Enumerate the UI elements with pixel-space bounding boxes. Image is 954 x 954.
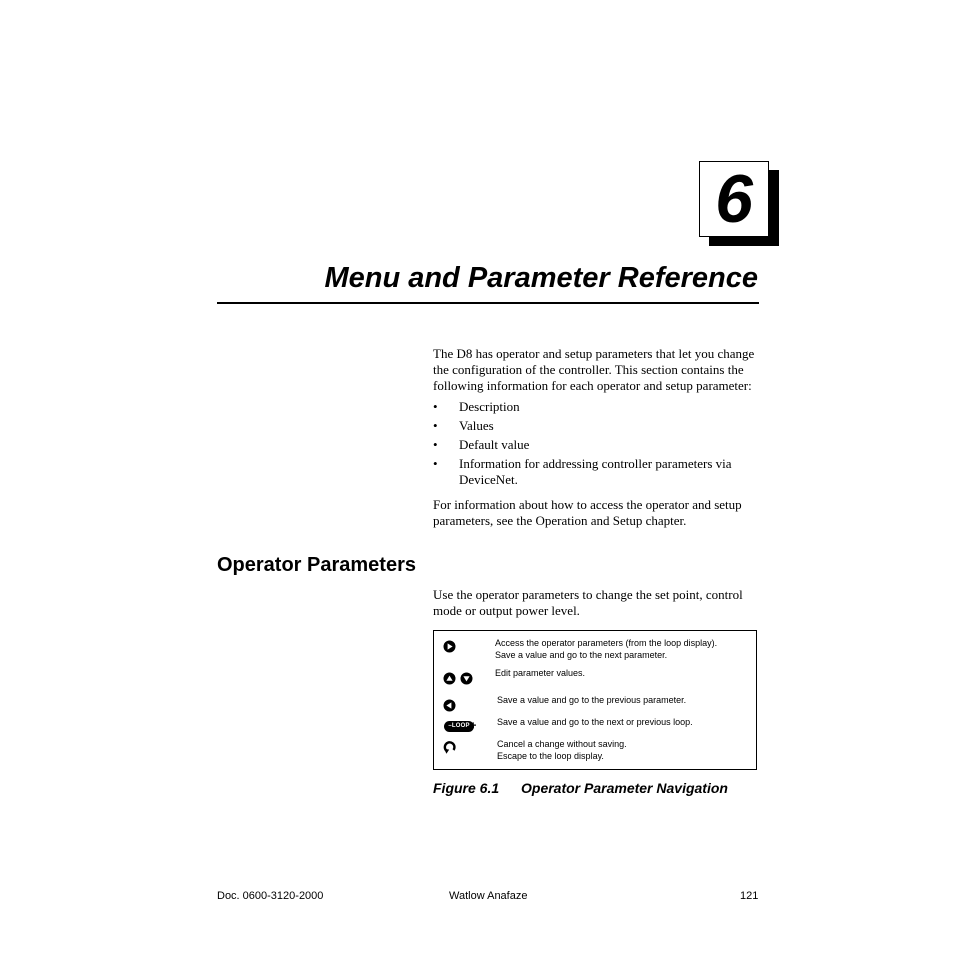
loop-key-icon bbox=[444, 718, 476, 734]
down-arrow-key-icon bbox=[460, 672, 473, 685]
title-rule bbox=[217, 302, 759, 304]
footer-company: Watlow Anafaze bbox=[449, 890, 528, 902]
nav-row-text: Edit parameter values. bbox=[495, 668, 586, 678]
operator-paragraph bbox=[433, 587, 768, 619]
footer-doc-number: Doc. 0600-3120-2000 bbox=[217, 890, 324, 902]
back-key-icon bbox=[443, 741, 456, 755]
bullet-glyph: • bbox=[433, 399, 438, 414]
chapter-number: 6 bbox=[715, 161, 753, 237]
list-item bbox=[433, 437, 763, 453]
list-item bbox=[433, 399, 763, 415]
loop-plus-icon: + bbox=[470, 719, 477, 732]
closing-paragraph bbox=[433, 497, 768, 529]
list-item bbox=[433, 456, 763, 488]
bullet-glyph: • bbox=[433, 437, 438, 452]
bullet-text: Description bbox=[459, 399, 520, 414]
bullet-glyph: • bbox=[433, 418, 438, 433]
nav-row-text: Save a value and go to the next or previous loop. bbox=[497, 717, 693, 727]
figure-title: Operator Parameter Navigation bbox=[521, 780, 728, 796]
intro-text: The D8 has operator and setup parameters that let you change the configuration of the controller. This section contains the following information for each operator and setup parameter: bbox=[433, 346, 755, 393]
figure-label: Figure 6.1 bbox=[433, 780, 500, 796]
bullet-text: Information for addressing controller parameters via DeviceNet. bbox=[459, 456, 732, 487]
loop-key-label: – LOOP bbox=[444, 721, 474, 732]
operator-text: Use the operator parameters to change the set point, control mode or output power level. bbox=[433, 587, 743, 618]
nav-row-text: Save a value and go to the previous parameter. bbox=[497, 695, 687, 705]
left-arrow-key-icon bbox=[443, 699, 456, 712]
closing-text: For information about how to access the operator and setup parameters, see the Operation and Setup chapter. bbox=[433, 497, 742, 528]
up-arrow-key-icon bbox=[443, 672, 456, 685]
list-item bbox=[433, 418, 763, 434]
chapter-title: Menu and Parameter Reference bbox=[324, 262, 758, 294]
navigation-figure-box bbox=[433, 630, 757, 770]
bullet-text: Default value bbox=[459, 437, 530, 452]
info-bullet-list bbox=[433, 399, 763, 491]
nav-row-text: Cancel a change without saving. bbox=[497, 739, 627, 749]
nav-row-text: Access the operator parameters (from the loop display). bbox=[495, 638, 718, 648]
figure-caption bbox=[433, 779, 728, 797]
intro-paragraph bbox=[433, 346, 768, 394]
bullet-glyph: • bbox=[433, 456, 438, 471]
section-heading: Operator Parameters bbox=[217, 554, 416, 576]
chapter-number-box bbox=[699, 161, 769, 237]
bullet-text: Values bbox=[459, 418, 494, 433]
nav-row-text: Save a value and go to the next parameter. bbox=[495, 650, 668, 660]
chapter-number-face bbox=[699, 161, 769, 237]
footer-page-number: 121 bbox=[740, 890, 759, 902]
right-arrow-key-icon bbox=[443, 640, 456, 653]
nav-row-text: Escape to the loop display. bbox=[497, 751, 604, 761]
